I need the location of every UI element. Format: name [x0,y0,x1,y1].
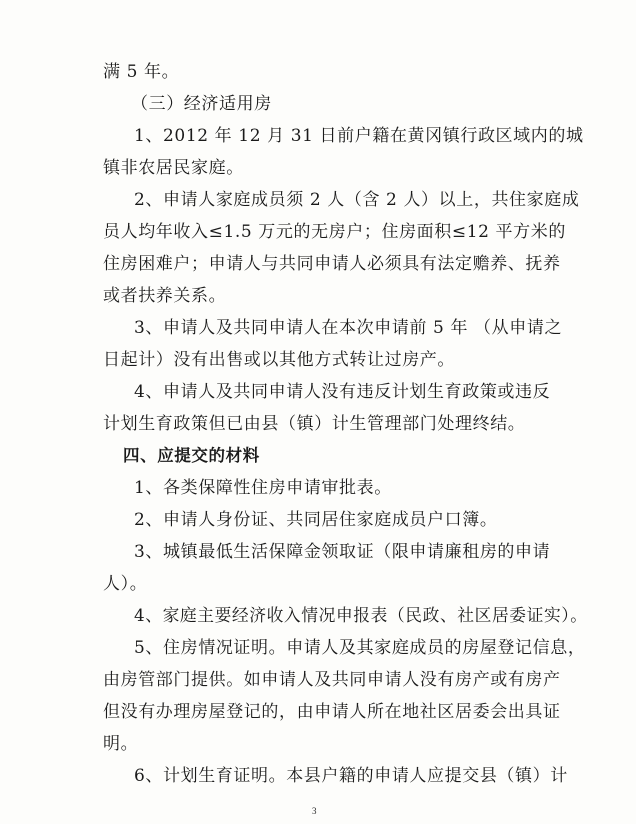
text-line: 3、城镇最低生活保障金领取证（限申请廉租房的申请 [134,542,551,562]
text-line: 4、申请人及共同申请人没有违反计划生育政策或违反 [134,382,551,402]
text-line: 日起计）没有出售或以其他方式转让过房产。 [103,350,455,370]
text-line: 镇非农居民家庭。 [103,158,244,178]
text-line: 3、申请人及共同申请人在本次申请前 5 年 （从申请之 [134,318,563,338]
text-line: 2、申请人家庭成员须 2 人（含 2 人）以上，共住家庭成 [134,190,580,210]
text-line: 5、住房情况证明。申请人及其家庭成员的房屋登记信息， [134,638,586,658]
text-line: 员人均年收入≤1.5 万元的无房户；住房面积≤12 平方米的 [103,222,566,242]
text-line: 人）。 [103,574,148,594]
text-line: 2、申请人身份证、共同居住家庭成员户口簿。 [134,510,498,530]
text-line: 明。 [103,734,139,754]
page-number: 3 [312,806,317,816]
text-line: 计划生育政策但已由县（镇）计生管理部门处理终结。 [103,414,526,434]
section-heading: 四、应提交的材料 [123,446,260,465]
text-line: 或者扶养关系。 [103,286,227,306]
text-line: 由房管部门提供。如申请人及共同申请人没有房产或有房产 [103,670,561,690]
text-line: 6、计划生育证明。本县户籍的申请人应提交县（镇）计 [134,766,568,786]
text-line: 但没有办理房屋登记的，由申请人所在地社区居委会出具证 [103,702,561,722]
text-line: 4、家庭主要经济收入情况申报表（民政、社区居委证实）。 [134,606,588,626]
text-line: 1、2012 年 12 月 31 日前户籍在黄冈镇行政区域内的城 [134,126,584,146]
text-line: 1、各类保障性住房申请审批表。 [134,478,392,498]
section-heading: （三）经济适用房 [131,94,272,114]
text-line: 住房困难户；申请人与共同申请人必须具有法定赡养、抚养 [103,254,561,274]
text-line: 满 5 年。 [103,62,180,82]
